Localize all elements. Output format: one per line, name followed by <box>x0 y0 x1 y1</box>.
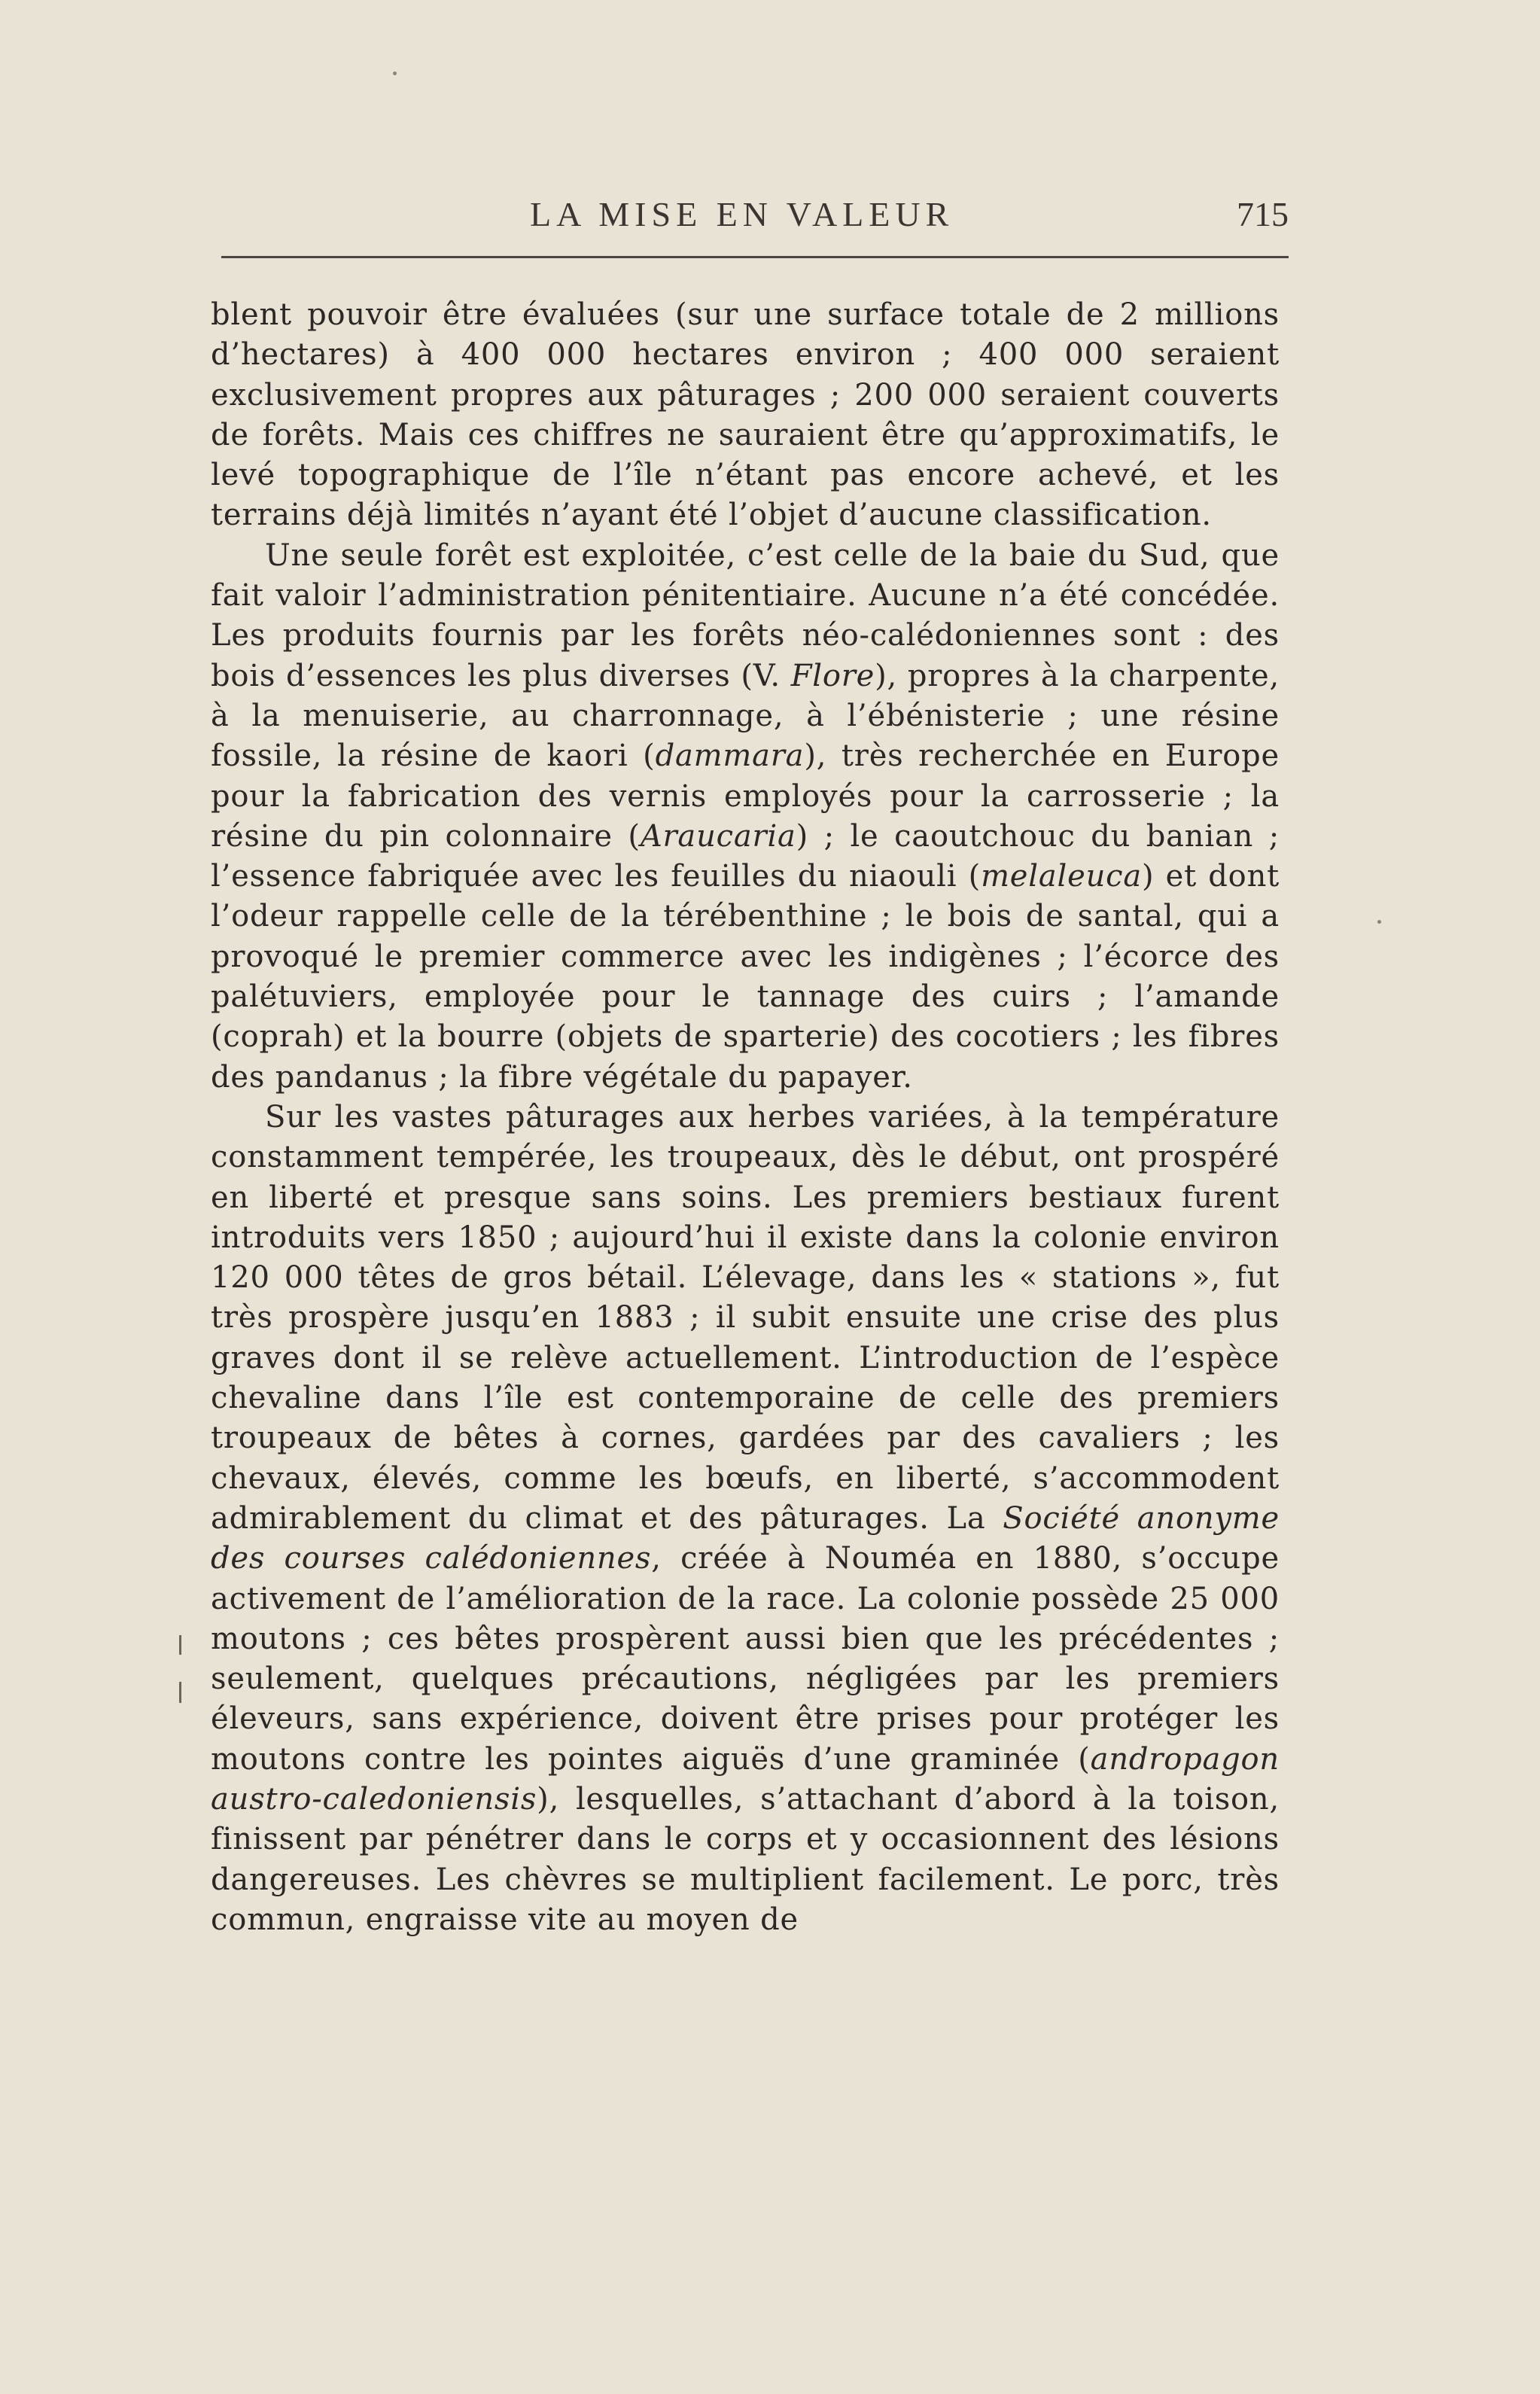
paragraph-1 <box>211 295 1280 536</box>
italic-term: dammara <box>655 739 805 774</box>
body-text <box>211 295 1280 1940</box>
paragraph-3 <box>211 1098 1280 1940</box>
italic-term: Flore <box>790 658 875 693</box>
text-run: Sur les vastes pâturages aux herbes variées, à la température constamment tempérée, les troupeaux, dès le début, ont prospéré en liberté et presque sans soins. Les premiers bestiaux furent introduits vers 1850 ; aujourd’hui il existe dans la colonie environ 120 000 têtes de gros bétail. L’élevage, dans les « stations », fut très prospère jusqu’en 1883 ; il subit ensuite une crise des plus graves dont il se relève actuellement. L’introduction de l’espèce chevaline dans l’île est contemporaine de celle des premiers troupeaux de bêtes à cornes, gardées par des cavaliers ; les chevaux, élevés, comme les bœufs, en liberté, s’accommodent admirablement du climat et des pâturages. La <box>211 1099 1280 1536</box>
text-run: ), propres à la charpente, à la menuiserie, au charronnage, à l’ébénisterie ; une résine fossile, la résine de kaori ( <box>211 658 1280 774</box>
page-number: 715 <box>1237 195 1289 233</box>
paper-speck <box>1377 920 1381 924</box>
italic-term: Araucaria <box>640 818 796 854</box>
paper-speck <box>393 72 397 75</box>
text-run: ), lesquelles, s’attachant d’abord à la toison, finissent par pénétrer dans le corps et y occasionnent des lésions dangereuses. Les chèvres se multiplient facilement. Le porc, très commun, engraisse vite au moyen de <box>211 1781 1280 1937</box>
text-run: ) ; le caoutchouc du banian ; l’essence fabriquée avec les feuilles du niaouli ( <box>211 818 1280 894</box>
text-run: ) et dont l’odeur rappelle celle de la térébenthine ; le bois de santal, qui a provoqué le premier commerce avec les indigènes ; l’écorce des palétuviers, employée pour le tannage des cuirs ; l’amande (coprah) et la bourre (objets de sparterie) des cocotiers ; les fibres des pandanus ; la fibre végétale du papayer. <box>211 859 1280 1095</box>
text-run: ), très recherchée en Europe pour la fabrication des vernis employés pour la carrosserie ; la résine du pin colonnaire ( <box>211 739 1280 854</box>
text-run: Une seule forêt est exploitée, c’est celle de la baie du Sud, que fait valoir l’administration pénitentiaire. Aucune n’a été concédée. Les produits fournis par les forêts néo-calédoniennes sont : des bois d’essences les plus diverses (V. <box>211 538 1280 693</box>
page-header <box>220 194 1289 239</box>
margin-mark <box>179 1635 181 1655</box>
margin-mark <box>179 1682 181 1703</box>
italic-term: Société anonyme des courses calédoniennes <box>211 1500 1280 1576</box>
text-run: blent pouvoir être évaluées (sur une surface totale de 2 millions d’hectares) à 400 000 hectares environ ; 400 000 seraient exclusivement propres aux pâturages ; 200 000 seraient couverts de forêts. Mais ces chiffres ne sauraient être qu’approximatifs, le levé topographique de l’île n’étant pas encore achevé, et les terrains déjà limités n’ayant été l’objet d’aucune classification. <box>211 297 1280 533</box>
header-rule <box>221 256 1289 258</box>
paragraph-2 <box>211 536 1280 1098</box>
italic-term: melaleuca <box>981 859 1142 894</box>
text-run: , créée à Nouméa en 1880, s’occupe activement de l’amélioration de la race. La colonie possède 25 000 moutons ; ces bêtes prospèrent aussi bien que les précédentes ; seulement, quelques précautions, négligées par les premiers éleveurs, sans expérience, doivent être prises pour protéger les moutons contre les pointes aiguës d’une graminée ( <box>211 1541 1280 1777</box>
italic-term: andropagon austro-caledoniensis <box>211 1741 1280 1817</box>
running-title: LA MISE EN VALEUR <box>530 195 954 233</box>
